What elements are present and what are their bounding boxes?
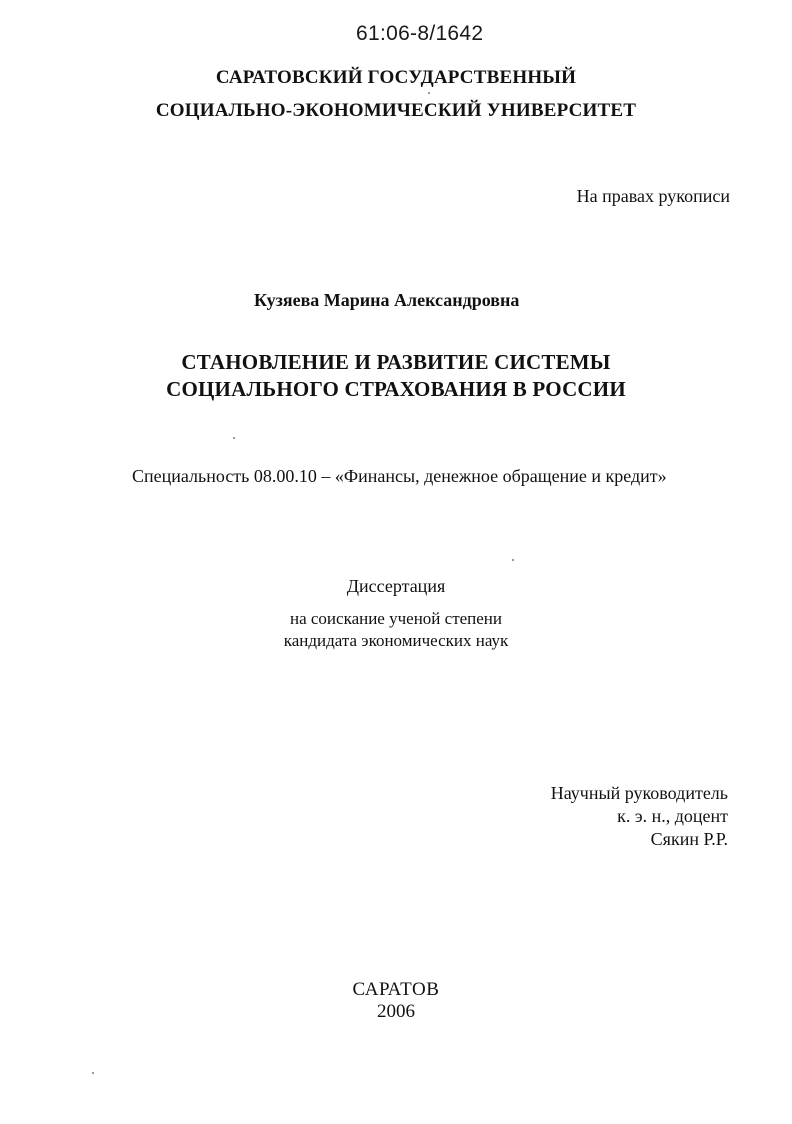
speciality-line: Специальность 08.00.10 – «Финансы, денежное обращение и кредит» [132, 466, 667, 486]
scan-speck [512, 559, 514, 561]
dissertation-title-line2: СОЦИАЛЬНОГО СТРАХОВАНИЯ В РОССИИ [166, 377, 626, 401]
dissertation-type: Диссертация [346, 576, 446, 596]
catalog-number: 61:06-8/1642 [356, 22, 484, 45]
scan-speck [233, 437, 235, 439]
advisor-role: Научный руководитель [550, 783, 728, 803]
degree-purpose-line2: кандидата экономических наук [283, 631, 509, 650]
city: САРАТОВ [352, 979, 440, 1000]
manuscript-rights-note: На правах рукописи [576, 186, 730, 206]
dissertation-title-line1: СТАНОВЛЕНИЕ И РАЗВИТИЕ СИСТЕМЫ [181, 350, 611, 374]
degree-purpose-line1: на соискание ученой степени [289, 609, 503, 628]
university-name-line2: СОЦИАЛЬНО-ЭКОНОМИЧЕСКИЙ УНИВЕРСИТЕТ [155, 100, 637, 121]
university-name-line1: САРАТОВСКИЙ ГОСУДАРСТВЕННЫЙ [215, 67, 577, 88]
scan-speck [428, 92, 430, 94]
scan-speck [92, 1072, 94, 1074]
year: 2006 [377, 1001, 415, 1022]
advisor-degree: к. э. н., доцент [617, 806, 728, 826]
advisor-name: Сякин Р.Р. [650, 829, 728, 849]
author-name: Кузяева Марина Александровна [254, 290, 520, 310]
